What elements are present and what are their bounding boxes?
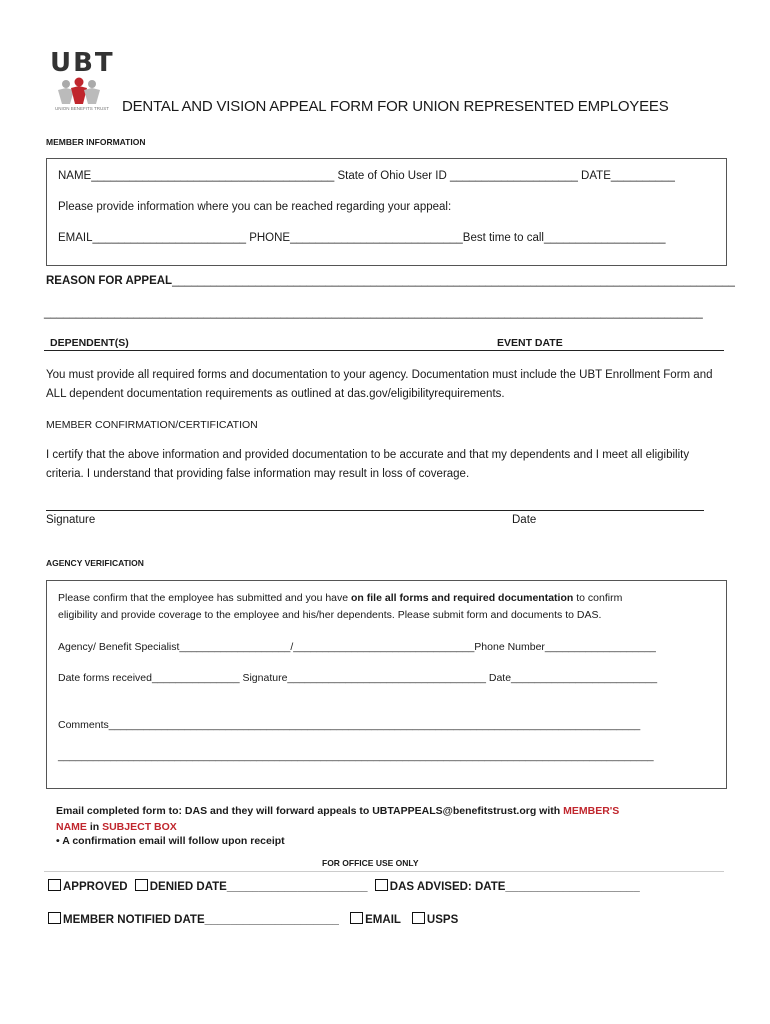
agency-intro-b: to confirm bbox=[573, 592, 623, 604]
office-divider bbox=[44, 871, 724, 872]
reason-label: REASON FOR APPEAL bbox=[46, 275, 173, 287]
in-label: in bbox=[86, 821, 103, 833]
certification-line-1: I certify that the above information and provided documentation to be accurate and that my dependents and I meet all eligibility bbox=[46, 449, 690, 461]
ubt-logo-tagline: UNION BENEFITS TRUST bbox=[55, 106, 109, 111]
approved-checkbox[interactable] bbox=[48, 879, 61, 891]
das-advised-checkbox[interactable] bbox=[375, 879, 388, 891]
email-checkbox[interactable] bbox=[350, 912, 363, 924]
ubt-people-icon bbox=[44, 76, 114, 106]
agency-intro-line-1 bbox=[58, 592, 622, 604]
email-label: EMAIL bbox=[365, 914, 401, 926]
signature-line[interactable] bbox=[46, 510, 704, 511]
signature-date-label: Date bbox=[512, 514, 537, 526]
reason-row[interactable] bbox=[46, 275, 735, 287]
subject-box-label: SUBJECT BOX bbox=[102, 821, 177, 833]
requirements-line-2: ALL dependent documentation requirements as outlined at das.gov/eligibilityrequirements. bbox=[46, 388, 505, 400]
das-advised-field[interactable]: DAS ADVISED: DATE_____________________ bbox=[389, 881, 640, 893]
benefit-specialist-row[interactable]: Agency/ Benefit Specialist___________________/_______________________________Phone Number___________________ bbox=[58, 641, 656, 653]
denied-checkbox[interactable] bbox=[135, 879, 148, 891]
dependents-header: DEPENDENT(S) bbox=[50, 337, 129, 349]
denied-date-field[interactable]: DENIED DATE______________________ bbox=[149, 881, 368, 893]
agency-heading: AGENCY VERIFICATION bbox=[46, 558, 144, 568]
member-notified-checkbox[interactable] bbox=[48, 912, 61, 924]
event-date-header: EVENT DATE bbox=[497, 337, 563, 349]
confirmation-bullet bbox=[56, 835, 285, 847]
ubt-logo bbox=[44, 46, 114, 116]
email-phone-row[interactable]: EMAIL________________________ PHONE___________________________Best time to call___________________ bbox=[58, 232, 666, 244]
member-notified-field[interactable]: MEMBER NOTIFIED DATE_____________________ bbox=[63, 914, 339, 926]
contact-prompt: Please provide information where you can be reached regarding your appeal: bbox=[58, 201, 452, 213]
office-row-1 bbox=[48, 879, 640, 893]
usps-checkbox[interactable] bbox=[412, 912, 425, 924]
confirmation-text: A confirmation email will follow upon receipt bbox=[62, 835, 285, 847]
members-label: MEMBER'S bbox=[563, 805, 620, 817]
email-note bbox=[56, 803, 676, 835]
bullet-icon: • bbox=[56, 835, 60, 847]
certification-line-2: criteria. I understand that providing false information may result in loss of coverage. bbox=[46, 468, 470, 480]
email-note-text: Email completed form to: DAS and they will forward appeals to UBTAPPEALS@benefitstrust.org with bbox=[56, 805, 564, 817]
comments-line-2[interactable]: ______________________________________________________________________________________________________ bbox=[58, 750, 654, 762]
reason-underline: ________________________________________________________________________________________ bbox=[172, 275, 735, 287]
name-label: NAME bbox=[56, 821, 87, 833]
reason-line-2[interactable]: _______________________________________________________________________________________________________ bbox=[44, 307, 703, 319]
office-use-heading: FOR OFFICE USE ONLY bbox=[322, 858, 419, 868]
page-title: DENTAL AND VISION APPEAL FORM FOR UNION REPRESENTED EMPLOYEES bbox=[122, 98, 669, 115]
office-row-2 bbox=[48, 912, 458, 926]
date-forms-received-row[interactable]: Date forms received_______________ Signature__________________________________ Date_________________________ bbox=[58, 672, 658, 684]
comments-row[interactable]: Comments___________________________________________________________________________________________ bbox=[58, 719, 641, 731]
requirements-line-1: You must provide all required forms and documentation to your agency. Documentation must include the UBT Enrollment Form and bbox=[46, 369, 713, 381]
certification-heading: MEMBER CONFIRMATION/CERTIFICATION bbox=[46, 419, 258, 431]
approved-label: APPROVED bbox=[63, 881, 128, 893]
agency-intro-bold: on file all forms and required documentation bbox=[351, 592, 574, 604]
agency-intro-line-2: eligibility and provide coverage to the employee and his/her dependents. Please submit form and documents to DAS. bbox=[58, 609, 602, 621]
usps-label: USPS bbox=[426, 914, 459, 926]
ubt-logo-letters: UBT bbox=[50, 48, 115, 78]
name-field-row[interactable]: NAME______________________________________ State of Ohio User ID ____________________ DATE__________ bbox=[58, 170, 675, 182]
agency-intro-a: Please confirm that the employee has submitted and you have bbox=[58, 592, 352, 604]
member-info-heading: MEMBER INFORMATION bbox=[46, 137, 146, 147]
dependents-divider bbox=[44, 350, 724, 351]
signature-label: Signature bbox=[46, 514, 96, 526]
